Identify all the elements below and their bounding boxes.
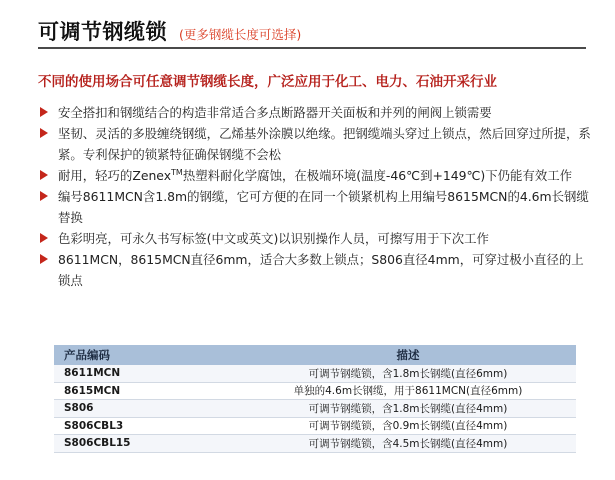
feature-text: 编号8611MCN含1.8m的钢缆，它可方便的在同一个锁紧机构上用编号8615MCN的4.6m长钢缆替换 (58, 189, 589, 225)
product-description-cell: 可调节钢缆锁，含4.5m长钢缆(直径4mm) (240, 435, 576, 453)
triangle-bullet-icon (40, 128, 48, 138)
feature-headline: 不同的使用场合可任意调节钢缆长度，广泛应用于化工、电力、石油开采行业 (38, 74, 497, 90)
feature-item (38, 186, 592, 228)
feature-item (38, 249, 592, 291)
feature-item (38, 123, 592, 165)
feature-text-start: 耐用，轻巧的Zenex (58, 168, 172, 183)
product-code-cell: S806CBL15 (54, 435, 240, 453)
product-description-cell: 单独的4.6m长钢缆，用于8611MCN(直径6mm) (240, 382, 576, 400)
page-subtitle: (更多钢缆长度可选择) (179, 27, 302, 42)
triangle-bullet-icon (40, 254, 48, 264)
feature-text: 安全搭扣和钢缆结合的构造非常适合多点断路器开关面板和并列的闸阀上锁需要 (58, 105, 492, 120)
product-table (54, 345, 576, 453)
feature-item (38, 165, 592, 186)
product-code-cell: 8611MCN (54, 365, 240, 382)
triangle-bullet-icon (40, 233, 48, 243)
column-header-code: 产品编码 (54, 345, 240, 365)
title-divider (38, 47, 586, 49)
feature-text: 色彩明亮，可永久书写标签(中文或英文)以识别操作人员，可擦写用于下次工作 (58, 231, 489, 246)
feature-text: 坚韧、灵活的多股缠绕钢缆，乙烯基外涂膜以绝缘。把钢缆端头穿过上锁点，然后回穿过所提，系紧。专利保护的锁紧特征确保钢缆不会松 (58, 126, 591, 162)
table-row (54, 382, 576, 400)
product-description-cell: 可调节钢缆锁，含0.9m长钢缆(直径4mm) (240, 417, 576, 435)
feature-text: 8611MCN，8615MCN直径6mm，适合大多数上锁点；S806直径4mm，可穿过极小直径的上锁点 (58, 252, 584, 288)
page-title: 可调节钢缆锁 (38, 20, 167, 44)
product-code-cell: 8615MCN (54, 382, 240, 400)
product-description-cell: 可调节钢缆锁，含1.8m长钢缆(直径6mm) (240, 365, 576, 382)
feature-text-end: 热塑料耐化学腐蚀，在极端环境(温度-46℃到+149℃)下仍能有效工作 (182, 168, 572, 183)
table-row (54, 365, 576, 382)
triangle-bullet-icon (40, 107, 48, 117)
table-row (54, 400, 576, 418)
triangle-bullet-icon (40, 191, 48, 201)
table-row (54, 435, 576, 453)
column-header-description: 描述 (240, 345, 576, 365)
feature-list (38, 102, 592, 291)
title-row (38, 16, 301, 46)
table-header-row (54, 345, 576, 365)
trademark-superscript: TM (171, 167, 183, 177)
feature-item (38, 102, 592, 123)
product-description-cell: 可调节钢缆锁，含1.8m长钢缆(直径4mm) (240, 400, 576, 418)
product-code-cell: S806CBL3 (54, 417, 240, 435)
feature-item (38, 228, 592, 249)
triangle-bullet-icon (40, 170, 48, 180)
product-code-cell: S806 (54, 400, 240, 418)
table-row (54, 417, 576, 435)
